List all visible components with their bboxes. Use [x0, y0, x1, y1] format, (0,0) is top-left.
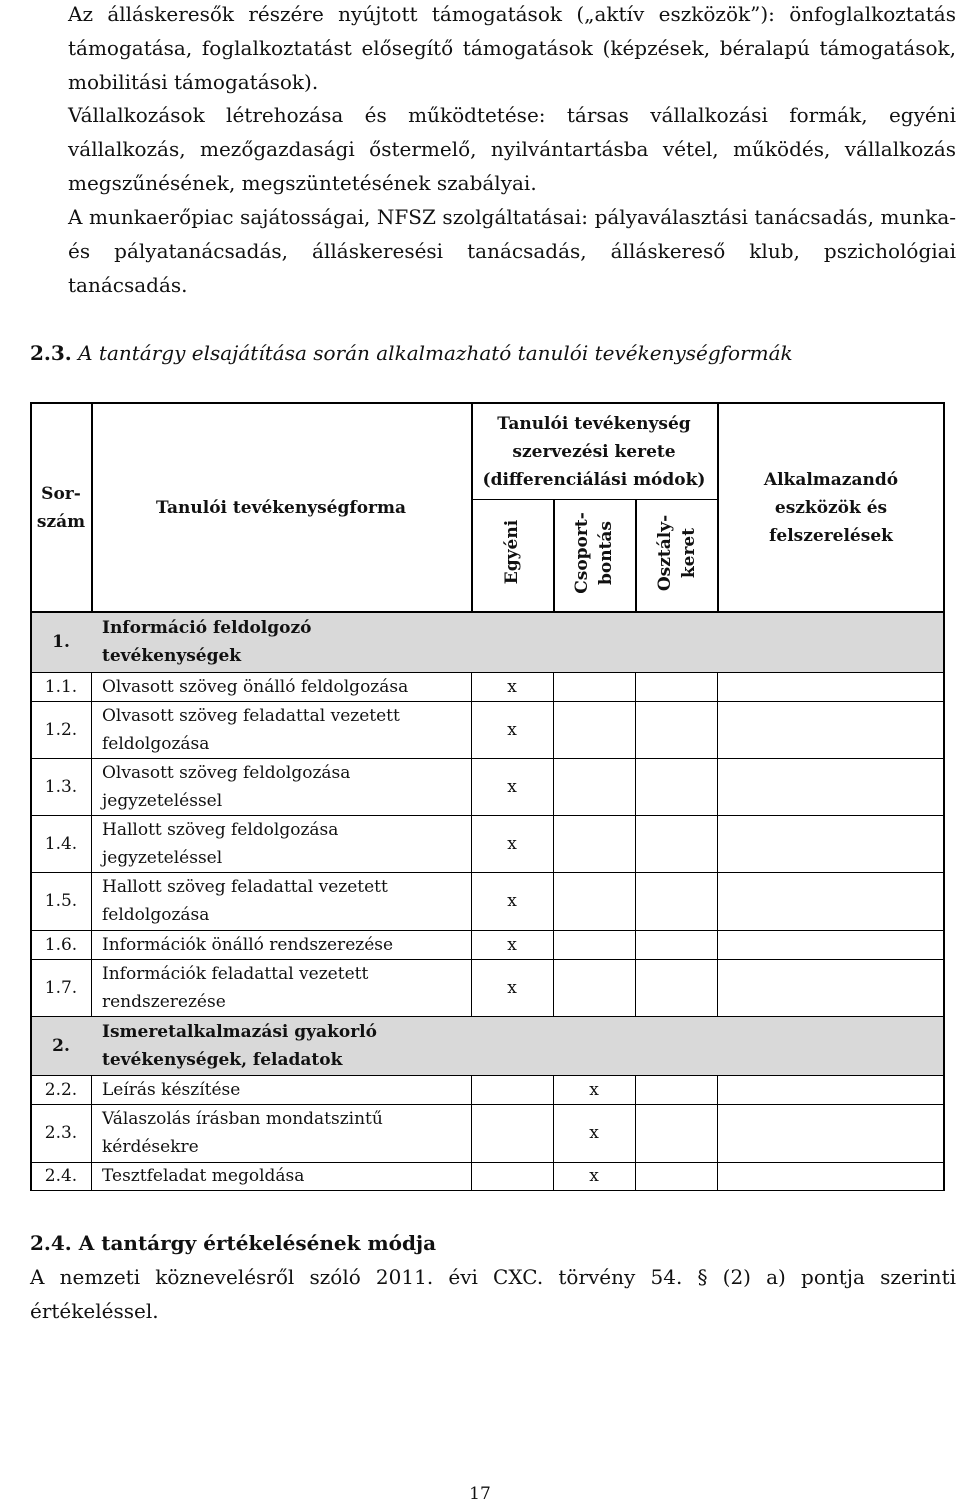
row-mark-osztaly: [636, 959, 716, 1016]
row-mark-egyeni: [472, 1162, 552, 1190]
row-mark-csoport: [554, 672, 634, 701]
row-mark-csoport: [554, 758, 634, 815]
table-top-border: [30, 402, 945, 404]
row-number: 2.4.: [44, 1166, 78, 1186]
header-left-border: [30, 402, 32, 613]
row-number: 2.: [52, 1035, 70, 1056]
row-border: [30, 701, 945, 702]
section-2-3-number: 2.3.: [30, 341, 72, 365]
subheader-divider: [472, 499, 718, 500]
row-mark-osztaly: [636, 1104, 716, 1162]
cell-border: [91, 815, 92, 872]
row-activity-name: Olvasott szöveg feladattal vezetett feldolgozása: [102, 705, 400, 754]
cell-border: [553, 758, 554, 815]
row-activity-name: Leírás készítése: [102, 1079, 241, 1100]
row-mark-osztaly: [636, 758, 716, 815]
section-2-4-text: A nemzeti köznevelésről szóló 2011. évi CXC. törvény 54. § (2) a) pontja szerinti értékeléssel.: [30, 1265, 956, 1323]
row-mark-osztaly: [636, 672, 716, 701]
cell-border: [91, 1104, 92, 1162]
header-divider-1: [91, 402, 93, 613]
cell-border: [635, 815, 636, 872]
header-eszkozok: Alkalmazandó eszközök és felszerelések: [763, 470, 899, 546]
row-mark-osztaly: [636, 612, 716, 672]
cell-border: [471, 930, 472, 959]
cell-border: [717, 1075, 718, 1104]
cell-border: [635, 959, 636, 1016]
row-mark-egyeni: x: [507, 776, 517, 797]
row-mark-egyeni: x: [507, 719, 517, 740]
row-mark-csoport: [554, 930, 634, 959]
row-mark-egyeni: [472, 1104, 552, 1162]
row-number: 1.6.: [44, 934, 78, 955]
row-number: 1.1.: [44, 676, 78, 697]
cell-border: [471, 758, 472, 815]
cell-border: [471, 1075, 472, 1104]
cell-border: [635, 672, 636, 701]
cell-border: [635, 930, 636, 959]
row-mark-osztaly: [636, 1075, 716, 1104]
row-activity-name: Információ feldolgozó tevékenységek: [102, 618, 312, 666]
cell-border: [553, 672, 554, 701]
header-divider-3: [553, 499, 555, 613]
cell-border: [553, 815, 554, 872]
row-mark-egyeni: x: [507, 977, 517, 998]
header-forma: Tanulói tevékenységforma: [155, 498, 406, 518]
cell-border: [553, 1162, 554, 1190]
section-2-3-title: A tantárgy elsajátítása során alkalmazható tanulói tevékenységformák: [78, 341, 793, 365]
row-activity-name: Olvasott szöveg önálló feldolgozása: [102, 676, 409, 697]
row-mark-osztaly: [636, 930, 716, 959]
row-border: [30, 959, 945, 960]
cell-border: [553, 1075, 554, 1104]
cell-border: [471, 1162, 472, 1190]
row-activity-name: Tesztfeladat megoldása: [102, 1166, 305, 1186]
row-border: [30, 1016, 945, 1017]
row-mark-egyeni: [472, 1016, 552, 1075]
cell-border: [91, 1162, 92, 1190]
section-2-3-heading: [30, 336, 793, 370]
row-border: [30, 872, 945, 873]
cell-border: [717, 701, 718, 758]
row-activity-name: Válaszolás írásban mondatszintű kérdésekre: [102, 1109, 383, 1157]
row-mark-osztaly: [636, 1162, 716, 1190]
cell-border: [471, 1104, 472, 1162]
row-mark-csoport: [554, 612, 634, 672]
cell-border: [471, 815, 472, 872]
row-activity-name: Hallott szöveg feldolgozása jegyzeteléssel: [102, 819, 339, 868]
row-activity-name: Információk önálló rendszerezése: [102, 934, 394, 955]
row-mark-csoport: [554, 959, 634, 1016]
cell-border: [553, 1104, 554, 1162]
body-outer-border: [30, 612, 32, 1191]
header-csoport: Csoport- bontás: [572, 512, 616, 594]
row-mark-egyeni: x: [507, 934, 517, 955]
cell-border: [717, 959, 718, 1016]
row-activity-name: Ismeretalkalmazási gyakorló tevékenységek, feladatok: [102, 1021, 377, 1070]
row-mark-csoport: x: [589, 1123, 599, 1143]
header-divider-2: [471, 402, 473, 613]
header-sorszam: Sor-szám: [36, 484, 86, 532]
cell-border: [553, 872, 554, 930]
section-2-4-heading: 2.4. A tantárgy értékelésének módja: [30, 1231, 437, 1255]
cell-border: [91, 1075, 92, 1104]
row-border: [30, 758, 945, 759]
row-mark-egyeni: [472, 1075, 552, 1104]
row-number: 2.3.: [44, 1123, 78, 1143]
cell-border: [553, 701, 554, 758]
header-egyeni: Egyéni: [502, 519, 522, 585]
row-number: 1.2.: [44, 719, 78, 740]
cell-border: [717, 1162, 718, 1190]
paragraph-active-tools: Az álláskeresők részére nyújtott támogatások („aktív eszközök”): önfoglalkoztatás támogatása, foglalkoztatást elősegítő támogatások (képzések, béralapú támogatások, mobilitási támogatások).: [68, 2, 956, 94]
row-activity-name: Olvasott szöveg feldolgozása jegyzeteléssel: [102, 762, 351, 811]
cell-border: [717, 930, 718, 959]
paragraph-labour-market: A munkaerőpiac sajátosságai, NFSZ szolgáltatásai: pályaválasztási tanácsadás, munka- és pályatanácsadás, álláskeresési tanácsadás, álláskereső klub, pszichológiai tanácsadás.: [68, 205, 956, 297]
row-activity-name: Hallott szöveg feladattal vezetett feldolgozása: [102, 877, 388, 925]
cell-border: [91, 701, 92, 758]
header-divider-4: [635, 499, 637, 613]
cell-border: [635, 1162, 636, 1190]
cell-border: [717, 1104, 718, 1162]
row-border: [30, 1162, 945, 1163]
row-mark-egyeni: [472, 612, 552, 672]
cell-border: [717, 872, 718, 930]
row-mark-egyeni: x: [507, 676, 517, 697]
cell-border: [91, 959, 92, 1016]
row-mark-csoport: [554, 872, 634, 930]
row-number: 1.: [52, 632, 70, 652]
row-mark-osztaly: [636, 815, 716, 872]
row-activity-name: Információk feladattal vezetett rendszerezése: [102, 963, 369, 1012]
header-divider-5: [717, 402, 719, 613]
cell-border: [553, 930, 554, 959]
row-number: 1.3.: [44, 776, 78, 797]
cell-border: [471, 872, 472, 930]
row-border: [30, 672, 945, 673]
row-mark-csoport: [554, 701, 634, 758]
cell-border: [471, 672, 472, 701]
cell-border: [717, 672, 718, 701]
cell-border: [717, 758, 718, 815]
row-number: 1.7.: [44, 977, 78, 998]
header-kerete: Tanulói tevékenység szervezési kerete (differenciálási módok): [482, 414, 706, 490]
cell-border: [91, 672, 92, 701]
row-number: 1.4.: [44, 833, 78, 854]
body-outer-border: [943, 612, 945, 1191]
cell-border: [471, 959, 472, 1016]
cell-border: [91, 930, 92, 959]
paragraph-enterprises: Vállalkozások létrehozása és működtetése: társas vállalkozási formák, egyéni vállalkozás, mezőgazdasági őstermelő, nyilvántartásba vétel, működés, vállalkozás megszűnésének, megszüntetésének szabályai.: [68, 103, 956, 195]
row-mark-osztaly: [636, 872, 716, 930]
cell-border: [635, 1075, 636, 1104]
cell-border: [635, 701, 636, 758]
cell-border: [471, 701, 472, 758]
row-mark-csoport: x: [589, 1079, 599, 1100]
row-border: [30, 815, 945, 816]
row-mark-egyeni: x: [507, 833, 517, 854]
page-number: 17: [469, 1484, 491, 1504]
row-border: [30, 1190, 945, 1191]
cell-border: [91, 758, 92, 815]
cell-border: [553, 959, 554, 1016]
row-mark-csoport: x: [589, 1166, 599, 1186]
cell-border: [635, 1104, 636, 1162]
row-number: 1.5.: [44, 891, 78, 911]
header-right-border: [943, 402, 945, 613]
row-mark-csoport: [554, 815, 634, 872]
row-mark-osztaly: [636, 701, 716, 758]
table-header-bottom-border: [30, 611, 945, 613]
row-border: [30, 1075, 945, 1076]
cell-border: [717, 815, 718, 872]
cell-border: [635, 872, 636, 930]
header-osztaly: Osztály- keret: [655, 514, 699, 592]
row-mark-osztaly: [636, 1016, 716, 1075]
cell-border: [91, 872, 92, 930]
row-number: 2.2.: [44, 1079, 78, 1100]
row-mark-egyeni: x: [507, 891, 517, 911]
row-border: [30, 930, 945, 931]
row-mark-csoport: [554, 1016, 634, 1075]
row-border: [30, 1104, 945, 1105]
cell-border: [635, 758, 636, 815]
